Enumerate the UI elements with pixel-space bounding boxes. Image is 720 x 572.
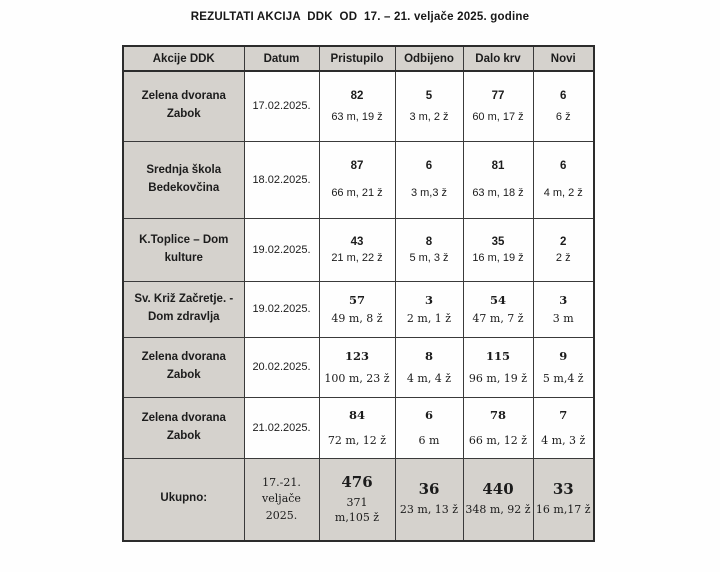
odbijeno-breakdown: 3 m,3 ž	[410, 187, 448, 199]
dalo-krv-breakdown: 60 m, 17 ž	[472, 110, 524, 123]
odbijeno-cell	[395, 337, 463, 397]
odbijeno-count: 6	[424, 408, 433, 422]
total-novi-count: 33	[552, 480, 574, 499]
novi-breakdown: 4 m, 2 ž	[543, 187, 583, 199]
pristupilo-cell	[319, 337, 395, 397]
action-date: 17.02.2025.	[244, 71, 319, 141]
header-pristupilo: Pristupilo	[319, 46, 395, 71]
total-novi-breakdown: 16 m,17 ž	[535, 503, 591, 517]
pristupilo-count: 123	[344, 349, 369, 363]
dalo-krv-count: 35	[491, 235, 505, 248]
dalo-krv-breakdown: 66 m, 12 ž	[468, 434, 528, 447]
header-novi: Novi	[533, 46, 594, 71]
novi-count: 7	[559, 408, 568, 422]
dalo-krv-breakdown: 63 m, 18 ž	[472, 187, 524, 199]
table-row	[123, 141, 594, 218]
dalo-krv-cell	[463, 281, 533, 337]
total-label: Ukupno:	[123, 458, 244, 541]
action-date: 18.02.2025.	[244, 141, 319, 218]
dalo-krv-count: 81	[491, 160, 505, 172]
novi-breakdown: 3 m	[552, 312, 574, 325]
odbijeno-count: 8	[425, 235, 433, 248]
novi-count: 2	[560, 235, 567, 248]
odbijeno-count: 5	[425, 89, 433, 102]
pristupilo-cell	[319, 218, 395, 281]
header-row	[123, 46, 594, 71]
dalo-krv-cell	[463, 71, 533, 141]
novi-breakdown: 6 ž	[555, 110, 571, 123]
odbijeno-count: 6	[425, 160, 433, 172]
pristupilo-breakdown: 66 m, 21 ž	[331, 187, 383, 199]
pristupilo-count: 84	[348, 408, 365, 422]
total-pristupilo-breakdown: 371 m,105 ž	[334, 495, 380, 524]
header-akcije-ddk: Akcije DDK	[123, 46, 244, 71]
odbijeno-cell	[395, 71, 463, 141]
odbijeno-cell	[395, 141, 463, 218]
novi-count: 6	[560, 89, 567, 102]
novi-cell	[533, 71, 594, 141]
odbijeno-breakdown: 6 m	[418, 434, 440, 447]
novi-cell	[533, 337, 594, 397]
total-odbijeno-breakdown: 23 m, 13 ž	[399, 503, 459, 517]
total-pristupilo-count: 476	[341, 472, 373, 491]
pristupilo-cell	[319, 397, 395, 458]
table-row	[123, 281, 594, 337]
total-odbijeno-count: 36	[418, 480, 440, 499]
dalo-krv-count: 54	[489, 293, 506, 307]
pristupilo-cell	[319, 281, 395, 337]
odbijeno-cell	[395, 281, 463, 337]
pristupilo-count: 43	[350, 235, 364, 248]
novi-count: 9	[559, 349, 568, 363]
total-dalo-krv-breakdown: 348 m, 92 ž	[465, 503, 531, 517]
action-date: 19.02.2025.	[244, 218, 319, 281]
pristupilo-cell	[319, 71, 395, 141]
pristupilo-count: 57	[348, 293, 365, 307]
dalo-krv-cell	[463, 337, 533, 397]
table-row	[123, 397, 594, 458]
dalo-krv-cell	[463, 218, 533, 281]
pristupilo-count: 82	[350, 89, 364, 102]
total-pristupilo-cell	[319, 458, 395, 541]
odbijeno-cell	[395, 397, 463, 458]
novi-breakdown: 5 m,4 ž	[542, 372, 584, 385]
pristupilo-cell	[319, 141, 395, 218]
total-dalo-krv-cell	[463, 458, 533, 541]
pristupilo-breakdown: 21 m, 22 ž	[331, 251, 383, 264]
novi-count: 3	[559, 293, 568, 307]
action-date: 21.02.2025.	[244, 397, 319, 458]
table-row	[123, 218, 594, 281]
odbijeno-breakdown: 3 m, 2 ž	[409, 110, 449, 123]
total-date: 17.-21. veljače 2025.	[244, 458, 319, 541]
novi-breakdown: 4 m, 3 ž	[541, 434, 586, 447]
action-date: 19.02.2025.	[244, 281, 319, 337]
dalo-krv-count: 77	[491, 89, 505, 102]
action-name: Zelena dvorana Zabok	[123, 71, 244, 141]
odbijeno-cell	[395, 218, 463, 281]
pristupilo-breakdown: 63 m, 19 ž	[331, 110, 383, 123]
pristupilo-breakdown: 72 m, 12 ž	[327, 434, 387, 447]
pristupilo-count: 87	[350, 160, 364, 172]
header-dalo-krv: Dalo krv	[463, 46, 533, 71]
header-datum: Datum	[244, 46, 319, 71]
total-row	[123, 458, 594, 541]
action-name: Zelena dvorana Zabok	[123, 337, 244, 397]
page-title: REZULTATI AKCIJA DDK OD 17. – 21. veljače 2025. godine	[190, 11, 530, 23]
dalo-krv-breakdown: 47 m, 7 ž	[472, 312, 524, 325]
total-novi-cell	[533, 458, 594, 541]
action-date: 20.02.2025.	[244, 337, 319, 397]
dalo-krv-breakdown: 16 m, 19 ž	[472, 251, 524, 264]
odbijeno-breakdown: 5 m, 3 ž	[409, 251, 449, 264]
action-name: Sv. Križ Začretje. - Dom zdravlja	[123, 281, 244, 337]
odbijeno-count: 3	[424, 293, 433, 307]
total-dalo-krv-count: 440	[482, 480, 514, 499]
novi-cell	[533, 281, 594, 337]
dalo-krv-count: 115	[485, 349, 510, 363]
odbijeno-count: 8	[424, 349, 433, 363]
header-odbijeno: Odbijeno	[395, 46, 463, 71]
action-name: Srednja škola Bedekovčina	[123, 141, 244, 218]
odbijeno-breakdown: 2 m, 1 ž	[406, 312, 452, 325]
action-name: Zelena dvorana Zabok	[123, 397, 244, 458]
novi-cell	[533, 397, 594, 458]
dalo-krv-count: 78	[489, 408, 506, 422]
results-table	[122, 45, 595, 542]
novi-cell	[533, 218, 594, 281]
table-row	[123, 71, 594, 141]
dalo-krv-breakdown: 96 m, 19 ž	[468, 372, 528, 385]
odbijeno-breakdown: 4 m, 4 ž	[406, 372, 452, 385]
total-odbijeno-cell	[395, 458, 463, 541]
novi-count: 6	[560, 160, 567, 172]
pristupilo-breakdown: 49 m, 8 ž	[331, 312, 383, 325]
table-row	[123, 337, 594, 397]
dalo-krv-cell	[463, 397, 533, 458]
novi-cell	[533, 141, 594, 218]
dalo-krv-cell	[463, 141, 533, 218]
novi-breakdown: 2 ž	[555, 251, 571, 264]
action-name: K.Toplice – Dom kulture	[123, 218, 244, 281]
pristupilo-breakdown: 100 m, 23 ž	[324, 372, 390, 385]
